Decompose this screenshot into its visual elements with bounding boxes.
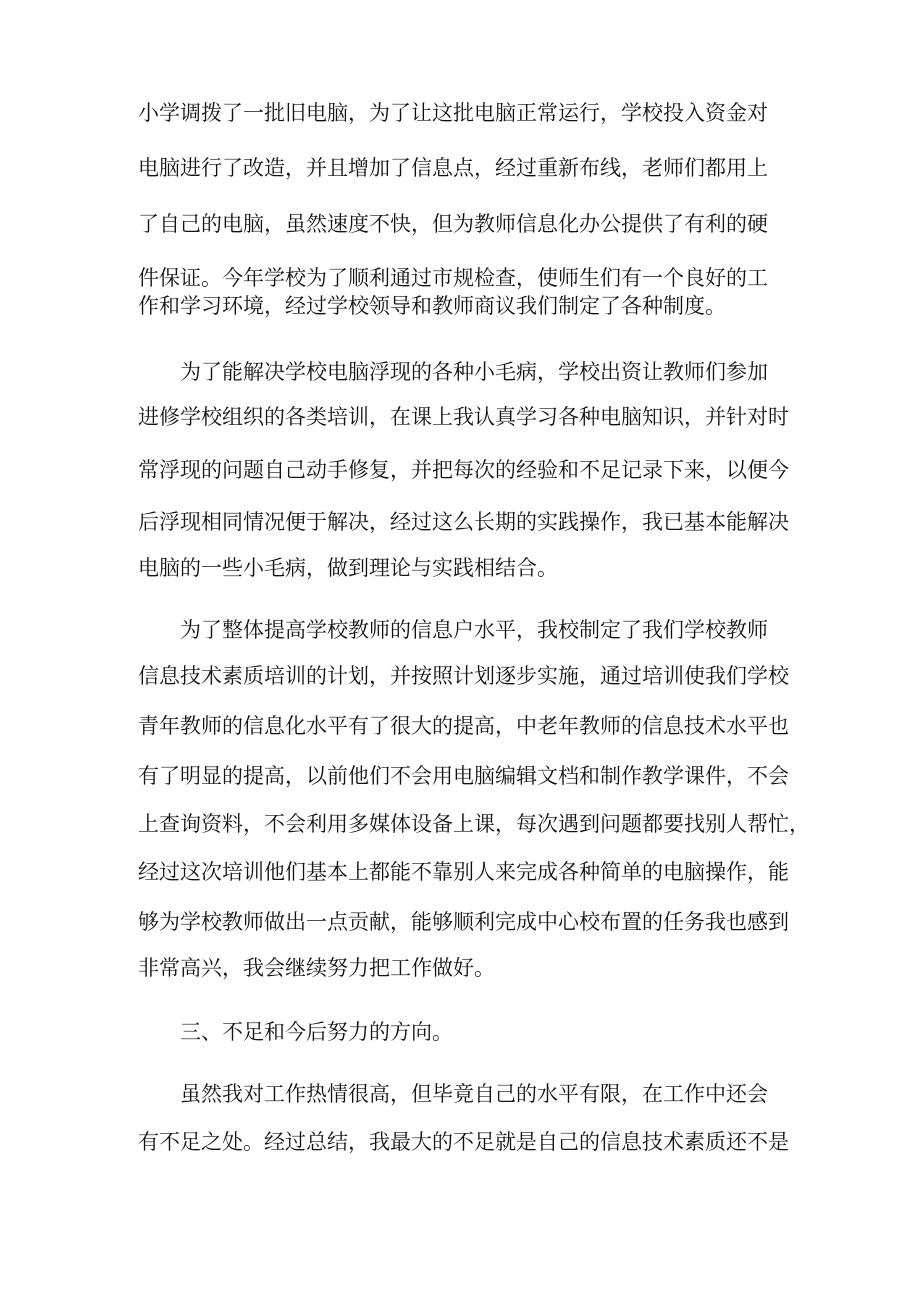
paragraph-3-line-6: 经过这次培训他们基本上都能不靠别人来完成各种简单的电脑操作，能 xyxy=(138,860,789,884)
paragraph-1-line-1: 小学调拨了一批旧电脑，为了让这批电脑正常运行，学校投入资金对 xyxy=(138,101,768,125)
paragraph-2-line-5: 电脑的一些小毛病，做到理论与实践相结合。 xyxy=(138,556,558,580)
paragraph-2-line-2: 进修学校组织的各类培训，在课上我认真学习各种电脑知识，并针对时 xyxy=(138,405,789,429)
paragraph-2-line-3: 常浮现的问题自己动手修复，并把每次的经验和不足记录下来，以便今 xyxy=(138,458,789,482)
paragraph-3-line-4: 有了明显的提高，以前他们不会用电脑编辑文档和制作教学课件，不会 xyxy=(138,764,789,788)
paragraph-3-line-5: 上查询资料，不会利用多媒体设备上课，每次遇到问题都要找别人帮忙， xyxy=(138,812,810,836)
paragraph-3-line-2: 信息技术素质培训的计划，并按照计划逐步实施，通过培训使我们学校 xyxy=(138,664,789,688)
paragraph-1-line-5: 作和学习环境，经过学校领导和教师商议我们制定了各种制度。 xyxy=(138,294,726,318)
paragraph-1-line-4: 件保证。今年学校为了顺利通过市规检查，使师生们有一个良好的工 xyxy=(138,266,768,290)
paragraph-2-line-1: 为了能解决学校电脑浮现的各种小毛病，学校出资让教师们参加 xyxy=(180,360,768,384)
paragraph-3-line-1: 为了整体提高学校教师的信息户水平，我校制定了我们学校教师 xyxy=(180,618,768,642)
section-heading: 三、不足和今后努力的方向。 xyxy=(180,1020,453,1044)
paragraph-5-line-1: 虽然我对工作热情很高，但毕竟自己的水平有限，在工作中还会 xyxy=(180,1082,768,1106)
paragraph-2-line-4: 后浮现相同情况便于解决，经过这么长期的实践操作，我已基本能解决 xyxy=(138,510,789,534)
paragraph-3-line-7: 够为学校教师做出一点贡献，能够顺利完成中心校布置的任务我也感到 xyxy=(138,910,789,934)
paragraph-3-line-3: 青年教师的信息化水平有了很大的提高，中老年教师的信息技术水平也 xyxy=(138,714,789,738)
paragraph-3-line-8: 非常高兴，我会继续努力把工作做好。 xyxy=(138,956,495,980)
paragraph-5-line-2: 有不足之处。经过总结，我最大的不足就是自己的信息技术素质还不是 xyxy=(138,1130,789,1154)
paragraph-1-line-2: 电脑进行了改造，并且增加了信息点，经过重新布线，老师们都用上 xyxy=(138,156,768,180)
paragraph-1-line-3: 了自己的电脑，虽然速度不快，但为教师信息化办公提供了有利的硬 xyxy=(138,212,768,236)
